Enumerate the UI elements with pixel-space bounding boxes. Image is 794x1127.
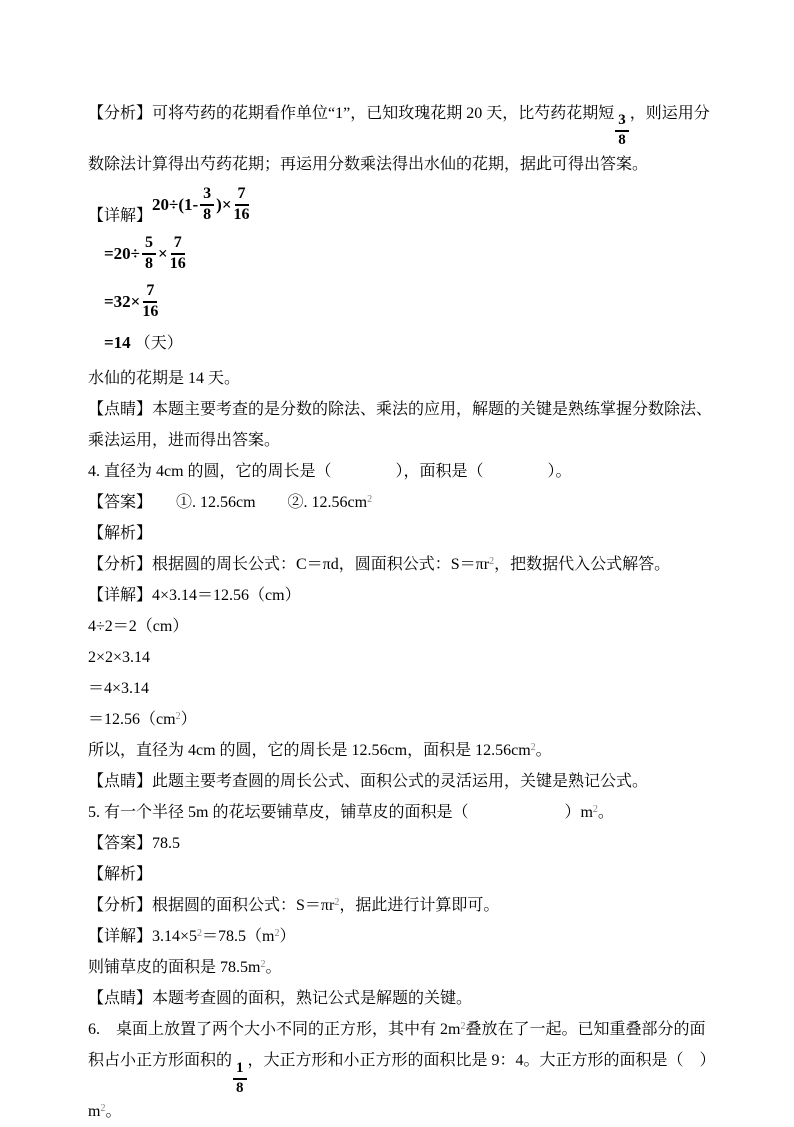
q5-detail [88,921,712,952]
text-run: ，把数据代入公式解答。 [494,556,671,574]
fraction-denominator: 16 [169,255,186,273]
superscript: 2 [197,928,203,940]
text-run: 【详解】4×3.14＝12.56（cm） [88,587,301,605]
superscript: 2 [260,959,266,971]
text-run: 。 [265,959,282,977]
text-run: ，则运用分数除法计算得出芍药花期；再运用分数乘法得出水仙的花期，据此可得出答案。 [88,105,710,173]
text-run: （天） [130,335,183,353]
fraction [142,235,156,273]
q4-detail-line-4 [88,673,712,704]
q5-answer [88,828,712,859]
fraction [142,283,158,321]
math-text-run: )× [216,194,232,214]
fraction-denominator: 16 [233,205,250,223]
q3-detail-formula-line-3 [88,283,712,321]
text-run: 【答案】78.5 [88,835,181,853]
superscript: 2 [100,1103,106,1115]
fraction-numerator: 7 [171,235,185,255]
q4-analysis [88,549,712,580]
q4-answer [88,487,712,518]
text-run: 6. 桌面上放置了两个大小不同的正方形，其中有 2m [88,1021,461,1039]
superscript: 2 [334,897,340,909]
text-run: ＝12.56（cm [88,711,176,729]
math-text-run: =14 [104,333,131,353]
q4-conclusion [88,735,712,766]
q3-detail-formula-line-2 [88,235,712,273]
text-run: 【答案】 ①. 12.56cm ②. 12.56cm [88,494,368,512]
fraction-numerator: 7 [143,283,157,303]
fraction [615,113,629,149]
superscript: 2 [274,928,280,940]
text-run: 【点睛】本题考查圆的面积，熟记公式是解题的关键。 [88,990,473,1008]
text-run: 叠放在了一起。已知重叠部分的面积占小正方形面积的 [88,1021,706,1070]
superscript: 2 [592,804,598,816]
q4-detail-line-2 [88,611,712,642]
q5-analysis [88,890,712,921]
fraction-numerator: 1 [233,1061,247,1080]
text-run: 【点睛】本题主要考查的是分数的除法、乘法的应用，解题的关键是熟练掌握分数除法、乘法运用，进而得出答案。 [88,401,713,450]
text-run: 。 [105,1103,122,1121]
text-run: 2×2×3.14 [88,649,151,667]
fraction-numerator: 3 [200,186,214,206]
superscript: 2 [367,494,373,506]
text-run: 5. 有一个半径 5m 的花坛要铺草皮，铺草皮的面积是（ ）m [88,804,593,822]
document-body [88,98,712,1127]
q4-analysis-header [88,518,712,549]
q4-detail-line-3 [88,642,712,673]
text-run: 【分析】可将芍药的花期看作单位“1”，已知玫瑰花期 20 天，比芍药花期短 [88,105,615,122]
text-run: 【详解】 [88,207,153,225]
q4-question [88,456,712,487]
fraction-denominator: 16 [142,302,159,320]
q3-analysis-paragraph [88,98,712,180]
fraction [233,1061,247,1097]
superscript: 2 [175,711,181,723]
q4-detail-line-1 [88,580,712,611]
text-run: 【点睛】此题主要考查圆的周长公式、面积公式的灵活运用，关键是熟记公式。 [88,773,649,791]
text-run: ，据此进行计算即可。 [339,897,500,915]
text-run: 。 [535,742,552,760]
text-run: 所以，直径为 4cm 的圆，它的周长是 12.56cm，面积是 12.56cm [88,742,531,760]
q3-detail-formula-result [88,330,712,353]
fraction-denominator: 8 [618,132,626,149]
q6-question [88,1014,712,1127]
math-text-run: =20÷ [104,244,141,264]
text-run: 则铺草皮的面积是 78.5m [88,959,261,977]
fraction-denominator: 8 [145,255,154,273]
text-run: 【解析】 [88,866,153,884]
fraction-numerator: 5 [142,235,156,255]
superscript: 2 [489,556,495,568]
superscript: 2 [460,1021,466,1033]
text-run: 【分析】根据圆的周长公式：C＝πd，圆面积公式：S＝πr [88,556,490,574]
text-run: 4. 直径为 4cm 的圆，它的周长是（ ），面积是（ ）。 [88,463,572,481]
text-run: 【详解】3.14×5 [88,928,198,946]
superscript: 2 [530,742,536,754]
text-run: 4÷2＝2（cm） [88,618,189,636]
text-run: ） [279,928,296,946]
q3-summary [88,394,712,456]
text-run: 【分析】根据圆的面积公式：S＝πr [88,897,335,915]
fraction-numerator: 7 [235,186,249,206]
math-text-run: 20÷(1- [152,194,199,214]
q5-analysis-header [88,859,712,890]
fraction [170,235,186,273]
text-run: ） [180,711,197,729]
text-run: 【解析】 [88,525,153,543]
q5-conclusion [88,952,712,983]
q4-summary [88,766,712,797]
q4-detail-line-5 [88,704,712,735]
text-run: ，大正方形和小正方形的面积比是 9：4。大正方形的面积是（ ）m [88,1052,708,1121]
q5-summary [88,983,712,1014]
fraction [200,186,214,224]
text-run: ＝4×3.14 [88,680,150,698]
text-run: ＝78.5（m [202,928,275,946]
math-text-run: × [158,244,168,264]
fraction [234,186,250,224]
math-text-run: =32× [104,291,141,311]
fraction-denominator: 8 [236,1079,244,1096]
text-run: 水仙的花期是 14 天。 [88,370,241,388]
fraction-numerator: 3 [615,113,629,132]
text-run: 。 [597,804,614,822]
q5-question [88,797,712,828]
q3-detail-formula-line-1 [88,186,712,225]
fraction-denominator: 8 [203,205,212,223]
q3-conclusion [88,363,712,394]
